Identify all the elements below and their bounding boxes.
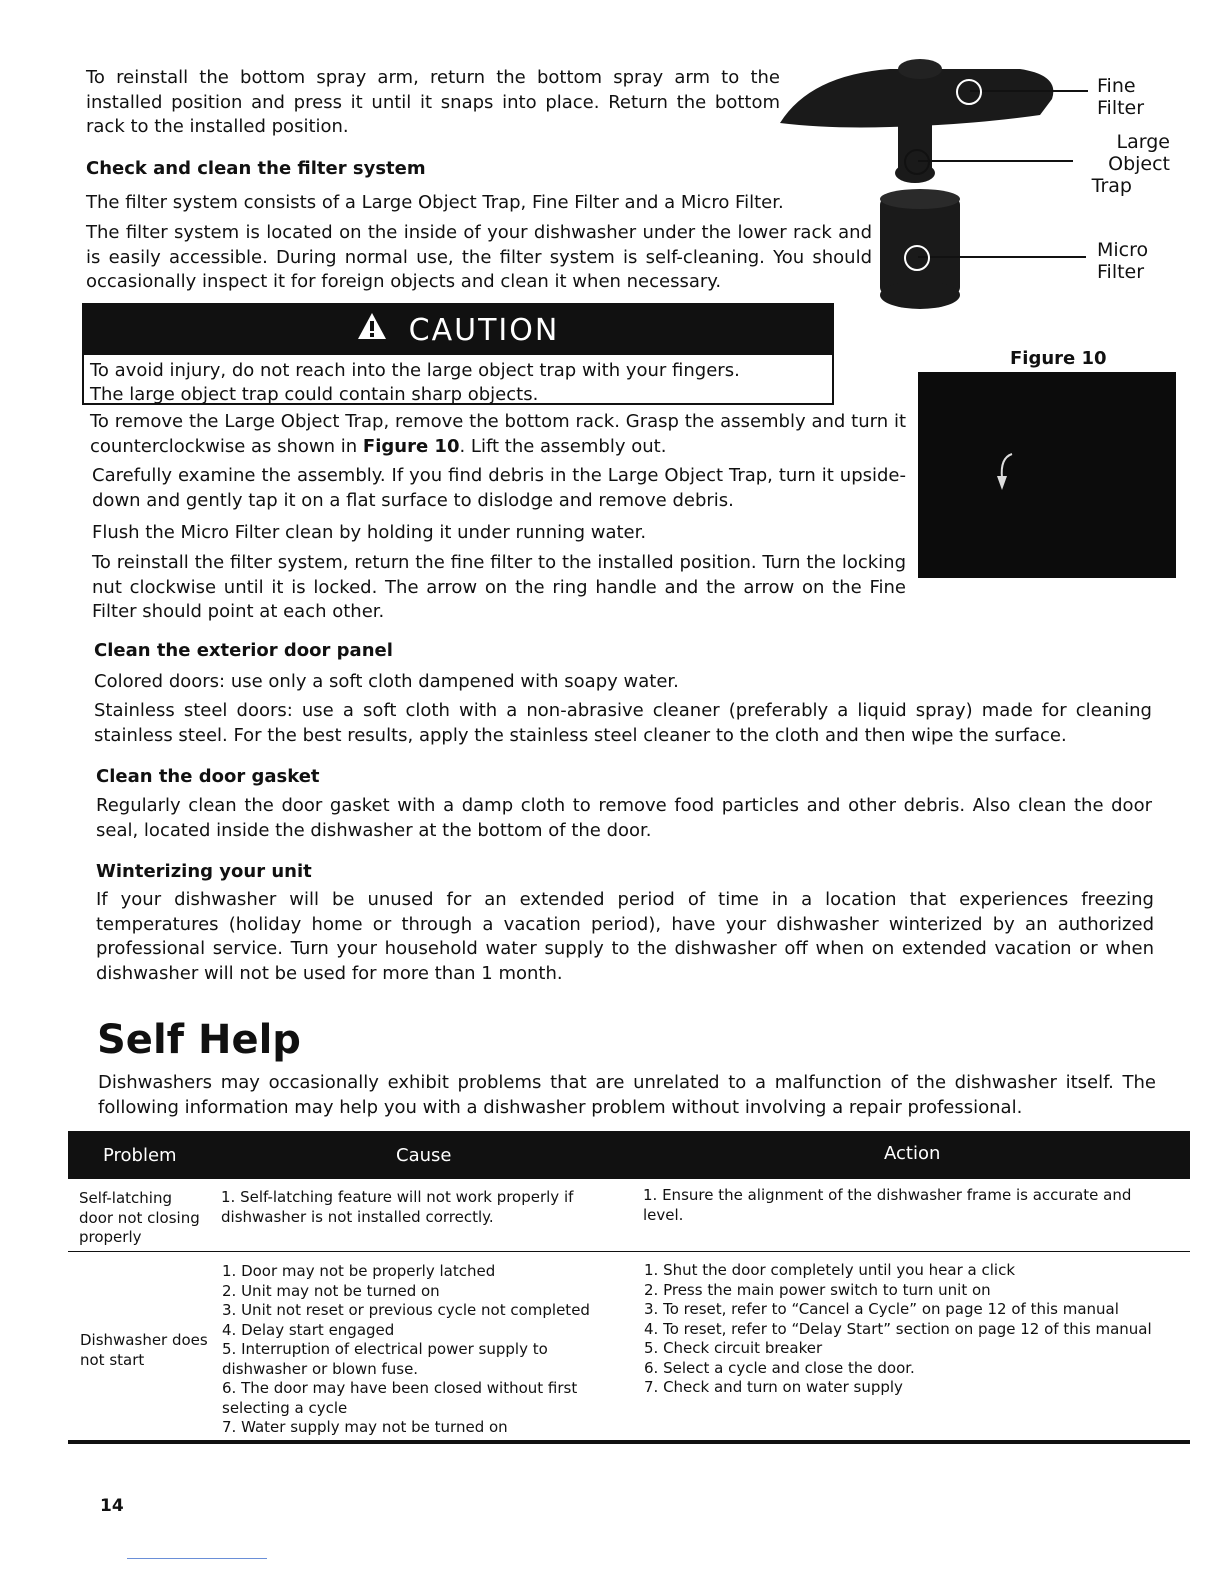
caution-title: CAUTION xyxy=(408,312,560,348)
action-item: 1. Shut the door completely until you hear a click xyxy=(644,1261,1016,1279)
fine-filter-label: Fine Filter xyxy=(1097,75,1145,119)
action-item: 7. Check and turn on water supply xyxy=(644,1378,903,1396)
filter-heading: Check and clean the filter system xyxy=(86,158,426,179)
cause-item: 7. Water supply may not be turned on xyxy=(222,1418,508,1436)
cause-item: 1. Self-latching feature will not work properly if dishwasher is not installed correctly. xyxy=(221,1188,574,1226)
caution-header xyxy=(84,305,832,355)
remove-paragraph-2: Carefully examine the assembly. If you find debris in the Large Object Trap, turn it upside-down and gently tap it on a flat surface to dislodge and remove debris. xyxy=(92,465,906,511)
micro-filter-leader xyxy=(918,256,1086,258)
table-row-2-cause xyxy=(222,1262,617,1438)
cause-item: 3. Unit not reset or previous cycle not completed xyxy=(222,1301,590,1319)
remove-paragraph-3: Flush the Micro Filter clean by holding it under running water. xyxy=(92,522,647,543)
filter-paragraph-1: The filter system consists of a Large Object Trap, Fine Filter and a Micro Filter. xyxy=(86,192,784,213)
self-help-title: Self Help xyxy=(97,1017,301,1063)
header-cause: Cause xyxy=(396,1145,452,1166)
micro-filter-label: Micro Filter xyxy=(1097,239,1149,283)
self-help-intro: Dishwashers may occasionally exhibit problems that are unrelated to a malfunction of the dishwasher itself. The following information may help you with a dishwasher problem without involving a repair professional. xyxy=(98,1072,1156,1118)
caution-line-1: To avoid injury, do not reach into the large object trap with your fingers. xyxy=(90,360,740,381)
cause-item: 4. Delay start engaged xyxy=(222,1320,395,1339)
winterizing-paragraph: If your dishwasher will be unused for an extended period of time in a location that experiences freezing temperatures (holiday home or through a vacation period), have your dishwasher winterized by an authorized professional service. Turn your household water supply to the dishwasher off when on extended vacation or when dishwasher will not be used for more than 1 month. xyxy=(96,889,1154,984)
action-item: 6. Select a cycle and close the door. xyxy=(644,1358,915,1377)
action-item: 3. To reset, refer to “Cancel a Cycle” on page 12 of this manual xyxy=(644,1300,1119,1318)
table-row-2-problem: Dishwasher does not start xyxy=(80,1331,208,1369)
page-number: 14 xyxy=(100,1496,124,1516)
turn-arrow-icon xyxy=(990,448,1020,498)
exterior-heading: Clean the exterior door panel xyxy=(94,640,393,661)
row-divider xyxy=(68,1251,1190,1252)
action-item: 5. Check circuit breaker xyxy=(644,1339,823,1357)
large-object-marker xyxy=(904,149,930,175)
action-item: 2. Press the main power switch to turn unit on xyxy=(644,1280,991,1299)
header-action: Action xyxy=(884,1143,941,1164)
filter-assembly-illustration xyxy=(770,55,1070,315)
gasket-heading: Clean the door gasket xyxy=(96,766,320,787)
table-header xyxy=(68,1131,1190,1179)
figure-caption: Figure 10 xyxy=(1010,348,1107,369)
cause-item: 2. Unit may not be turned on xyxy=(222,1281,440,1300)
large-object-trap-label: Large Object Trap xyxy=(1091,131,1170,197)
filter-paragraph-2: The filter system is located on the inside of your dishwasher under the lower rack and is easily accessible. During normal use, the filter system is self-cleaning. You should occasionally inspect it for foreign objects and clean it when necessary. xyxy=(86,222,872,292)
table-row-2-action xyxy=(644,1261,1184,1398)
cause-item: 5. Interruption of electrical power supply to dishwasher or blown fuse. xyxy=(222,1340,548,1378)
remove-paragraph-4: To reinstall the filter system, return the fine filter to the installed position. Turn the locking nut clockwise until it is locked. The arrow on the ring handle and the arrow on the Fine Filter should point at each other. xyxy=(92,552,906,622)
filter-diagram xyxy=(770,55,1190,315)
action-item: 4. To reset, refer to “Delay Start” section on page 12 of this manual xyxy=(644,1319,1152,1338)
table-row-1-action xyxy=(643,1186,1153,1225)
caution-line-2: The large object trap could contain sharp objects. xyxy=(90,384,539,405)
gasket-paragraph: Regularly clean the door gasket with a damp cloth to remove food particles and other debris. Also clean the door seal, located inside the dishwasher at the bottom of the door. xyxy=(96,795,1152,841)
figure-reference: Figure 10 xyxy=(362,435,460,457)
cause-item: 6. The door may have been closed without first selecting a cycle xyxy=(222,1379,578,1417)
fine-filter-marker xyxy=(956,79,982,105)
table-bottom-rule xyxy=(68,1440,1190,1444)
exterior-paragraph-2: Stainless steel doors: use a soft cloth with a non-abrasive cleaner (preferably a liquid spray) made for cleaning stainless steel. For the best results, apply the stainless steel cleaner to the cloth and then wipe the surface. xyxy=(94,700,1152,746)
footer-rule xyxy=(127,1558,267,1559)
figure-10-photo xyxy=(918,372,1176,578)
winterizing-heading: Winterizing your unit xyxy=(96,861,312,882)
cause-item: 1. Door may not be properly latched xyxy=(222,1262,496,1280)
header-problem: Problem xyxy=(103,1145,177,1166)
caution-box xyxy=(82,303,834,405)
table-row-1-problem: Self-latching door not closing properly xyxy=(79,1189,200,1246)
warning-icon xyxy=(357,311,387,349)
micro-filter-marker xyxy=(904,245,930,271)
action-item: 1. Ensure the alignment of the dishwasher frame is accurate and level. xyxy=(643,1186,1132,1224)
table-row-1-cause xyxy=(221,1188,621,1227)
fine-filter-leader xyxy=(970,90,1088,92)
intro-paragraph: To reinstall the bottom spray arm, return the bottom spray arm to the installed position and press it until it snaps into place. Return the bottom rack to the installed position. xyxy=(86,67,780,137)
remove-paragraph-1: To remove the Large Object Trap, remove the bottom rack. Grasp the assembly and turn it counterclockwise as shown in Figure 10. Lift the assembly out. xyxy=(90,411,906,457)
exterior-paragraph-1: Colored doors: use only a soft cloth dampened with soapy water. xyxy=(94,671,679,692)
